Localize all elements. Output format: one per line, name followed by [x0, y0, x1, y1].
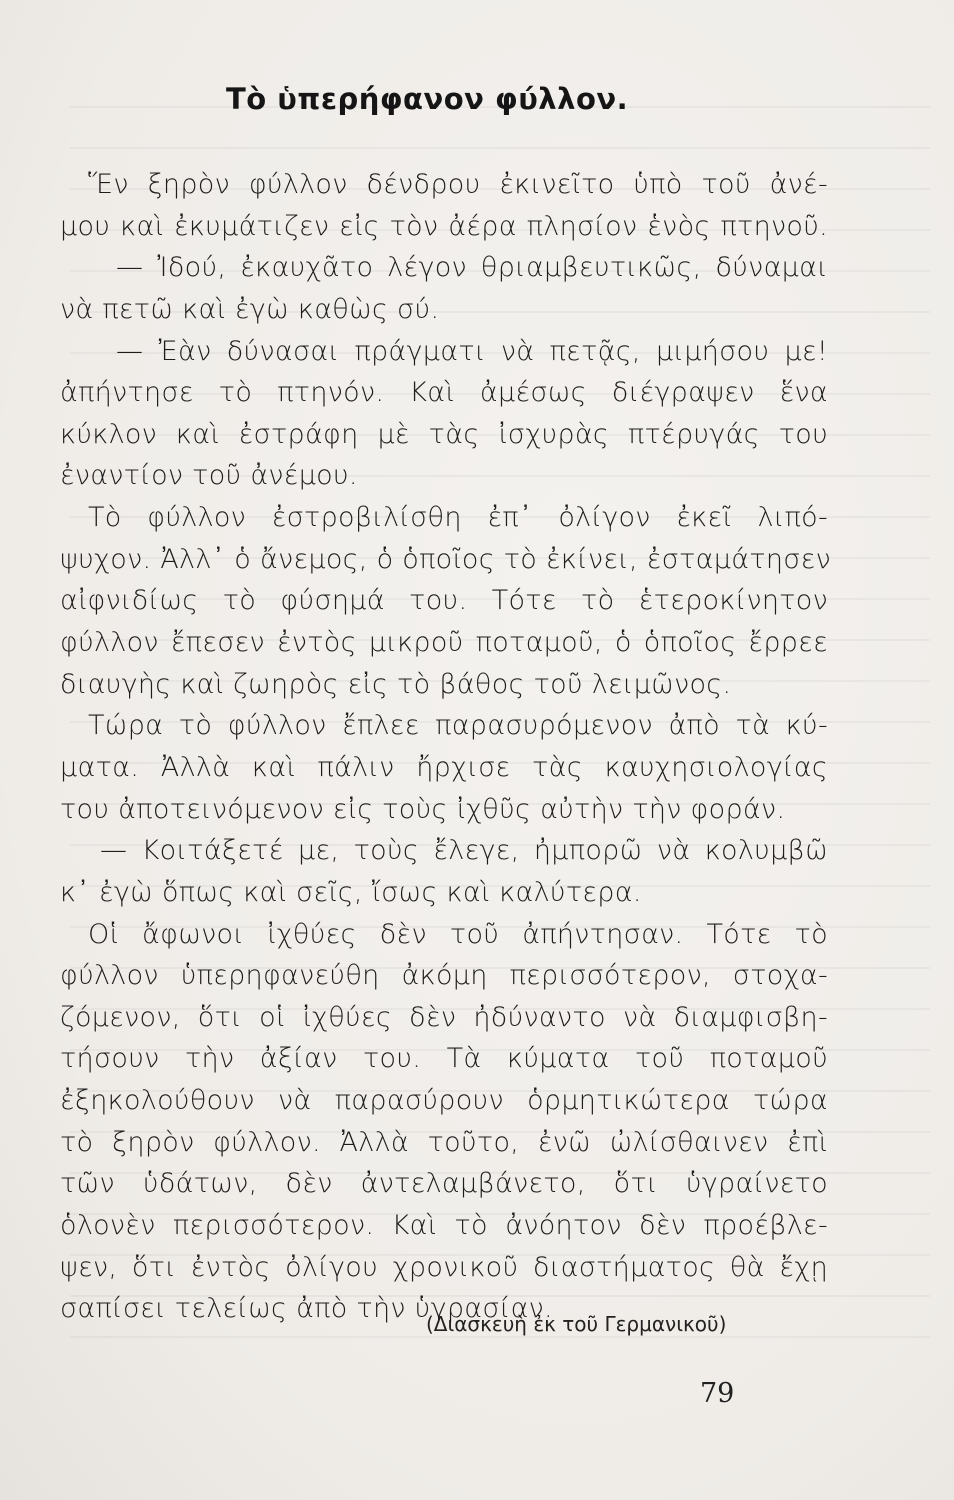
- text-line: σαπίσει τελείως ἀπὸ τὴν ὑγρασίαν.: [60, 1293, 553, 1325]
- story-body: [60, 164, 831, 1330]
- text-line: Οἱ ἄφωνοι ἰχθύες δὲν τοῦ ἀπήντησαν. Τότε τὸ: [88, 918, 828, 950]
- text-line: ὁλονὲν περισσότερον. Καὶ τὸ ἀνόητον δὲν προέβλε-: [60, 1210, 828, 1242]
- text-line: νὰ πετῶ καὶ ἐγὼ καθὼς σύ.: [60, 293, 440, 325]
- text-line: ἀπήντησε τὸ πτηνόν. Καὶ ἀμέσως διέγραψεν ἕνα: [60, 377, 828, 409]
- text-line: — Ἐὰν δύνασαι πράγματι νὰ πετᾷς, μιμήσου με!: [116, 335, 828, 367]
- text-line: — Κοιτάξετέ με, τοὺς ἔλεγε, ἠμπορῶ νὰ κολυμβῶ: [100, 835, 828, 867]
- text-line: Τὸ φύλλον ἐστροβιλίσθη ἐπ᾽ ὀλίγον ἐκεῖ λιπό-: [88, 502, 828, 534]
- text-line: ματα. Ἀλλὰ καὶ πάλιν ἤρχισε τὰς καυχησιολογίας: [60, 751, 828, 783]
- text-line: τὸ ξηρὸν φύλλον. Ἀλλὰ τοῦτο, ἐνῶ ὠλίσθαινεν ἐπὶ: [60, 1126, 828, 1158]
- story-title: Τὸ ὑπερήφανον φύλλον.: [226, 82, 629, 116]
- text-line: ἐξηκολούθουν νὰ παρασύρουν ὁρμητικώτερα τώρα: [60, 1085, 828, 1117]
- text-line: φύλλον ἔπεσεν ἐντὸς μικροῦ ποταμοῦ, ὁ ὁποῖος ἔρρεε: [60, 627, 828, 659]
- text-line: Ἕν ξηρὸν φύλλον δένδρου ἐκινεῖτο ὑπὸ τοῦ ἀνέ-: [88, 169, 828, 200]
- text-line: τήσουν τὴν ἀξίαν του. Τὰ κύματα τοῦ ποταμοῦ: [60, 1043, 828, 1075]
- text-line: αἰφνιδίως τὸ φύσημά του. Τότε τὸ ἑτεροκίνητον: [60, 585, 828, 617]
- text-line: Τώρα τὸ φύλλον ἔπλεε παρασυρόμενον ἀπὸ τὰ κύ-: [88, 710, 828, 742]
- text-line: ψυχον. Ἀλλ᾽ ὁ ἄνεμος, ὁ ὁποῖος τὸ ἐκίνει, ἐσταμάτησεν: [60, 543, 831, 575]
- text-line: μου καὶ ἐκυμάτιζεν εἰς τὸν ἀέρα πλησίον ἑνὸς πτηνοῦ.: [60, 210, 828, 242]
- text-line: ἐναντίον τοῦ ἀνέμου.: [60, 460, 358, 492]
- text-line: κ᾽ ἐγὼ ὅπως καὶ σεῖς, ἴσως καὶ καλύτερα.: [60, 876, 642, 908]
- text-line: κύκλον καὶ ἐστράφη μὲ τὰς ἰσχυρὰς πτέρυγάς του: [60, 418, 828, 450]
- text-line: τῶν ὑδάτων, δὲν ἀντελαμβάνετο, ὅτι ὑγραίνετο: [60, 1168, 828, 1200]
- text-line: — Ἰδού, ἐκαυχᾶτο λέγον θριαμβευτικῶς, δύναμαι: [116, 252, 828, 284]
- text-line: του ἀποτεινόμενον εἰς τοὺς ἰχθῦς αὐτὴν τὴν φοράν.: [60, 793, 786, 825]
- text-line: φύλλον ὑπερηφανεύθη ἀκόμη περισσότερον, στοχα-: [60, 960, 828, 992]
- text-line: ζόμενον, ὅτι οἱ ἰχθύες δὲν ἠδύναντο νὰ διαμφισβη-: [60, 1001, 828, 1033]
- text-line: ψεν, ὅτι ἐντὸς ὀλίγου χρονικοῦ διαστήματος θὰ ἔχῃ: [60, 1251, 828, 1283]
- page-number: 79: [700, 1378, 735, 1409]
- source-credit: (Διασκευὴ ἐκ τοῦ Γερμανικοῦ): [426, 1312, 727, 1336]
- text-line: διαυγὴς καὶ ζωηρὸς εἰς τὸ βάθος τοῦ λειμῶνος.: [60, 668, 732, 700]
